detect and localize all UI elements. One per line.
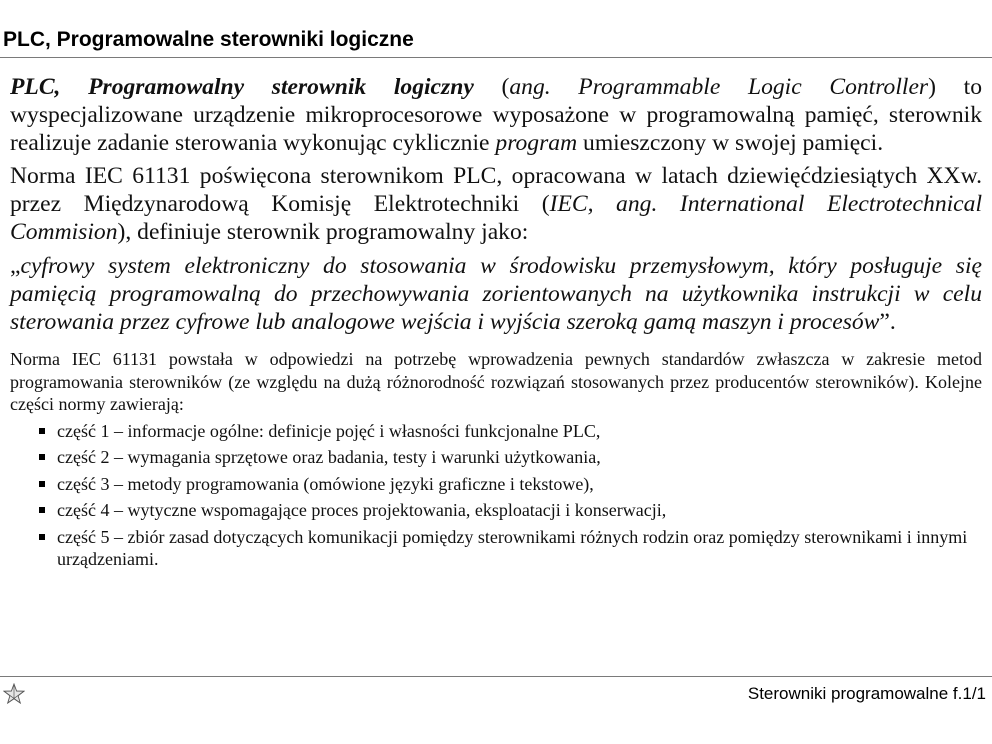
- bullet-icon: [39, 534, 45, 540]
- title-bar: [0, 0, 992, 58]
- list-item: [40, 499, 982, 522]
- definition-english-name: ang. Programmable Logic Controller: [509, 74, 929, 100]
- norm-paragraph: [10, 162, 982, 246]
- quote-open-mark: „: [10, 253, 21, 279]
- list-item: [40, 420, 982, 443]
- definition-paragraph: [10, 73, 982, 157]
- definition-open-paren: (: [473, 74, 510, 100]
- definition-close-paren: ): [928, 74, 936, 100]
- quote-close-mark: ”.: [879, 309, 896, 335]
- bullet-icon: [39, 428, 45, 434]
- norm-text-1: Norma IEC 61131 poświęcona sterownikom PLC, opracowana w latach dziewięćdziesiątych XXw. przez Międzynarodową Komisję Elektrotechniki (: [10, 163, 982, 217]
- definition-quote: [10, 252, 982, 336]
- definition-text-1: to wyspecjalizowane urządzenie mikroprocesorowe wyposażone w programowalną pamięć, sterownik realizuje zadanie sterowania wykonując cyklicznie: [10, 74, 982, 156]
- norm-iec-english: IEC, ang. International Electrotechnical Commision: [10, 191, 982, 245]
- definition-text-2: umieszczony w swojej pamięci.: [577, 130, 884, 156]
- bullet-icon: [39, 507, 45, 513]
- page-title: PLC, Programowalne sterowniki logiczne: [3, 28, 414, 51]
- list-item-text: część 4 – wytyczne wspomagające proces projektowania, eksploatacji i konserwacji,: [57, 500, 667, 520]
- bullet-icon: [39, 481, 45, 487]
- bullet-icon: [39, 454, 45, 460]
- slide-content: [10, 73, 982, 575]
- list-item: [40, 526, 982, 571]
- star-icon: [3, 683, 25, 705]
- footer-label: Sterowniki programowalne f.1/1: [747, 684, 986, 703]
- definition-term: PLC, Programowalny sterownik logiczny: [10, 74, 474, 100]
- list-item: [40, 446, 982, 469]
- norm-parts-list: [10, 420, 982, 571]
- norm-text-2: ), definiuje sterownik programowalny jako:: [117, 219, 529, 245]
- list-item-text: część 2 – wymagania sprzętowe oraz badania, testy i warunki użytkowania,: [57, 447, 601, 467]
- quote-text: cyfrowy system elektroniczny do stosowania w środowisku przemysłowym, który posługuje się pamięcią programowalną do przechowywania zorientowanych na użytkownika instrukcji w celu sterowania przez cyfrowe lub analogowe wejścia i wyjścia szeroką gamą maszyn i procesów: [10, 253, 982, 335]
- list-item-text: część 5 – zbiór zasad dotyczących komunikacji pomiędzy sterownikami różnych rodzin oraz pomiędzy sterownikami i innymi urządzeniami.: [57, 526, 968, 569]
- list-item: [40, 473, 982, 496]
- list-item-text: część 3 – metody programowania (omówione języki graficzne i tekstowe),: [57, 473, 594, 494]
- list-item-text: część 1 – informacje ogólne: definicje pojęć i własności funkcjonalne PLC,: [57, 420, 601, 441]
- definition-program-word: program: [495, 130, 578, 156]
- intro-paragraph: Norma IEC 61131 powstała w odpowiedzi na potrzebę wprowadzenia pewnych standardów zwłaszcza w zakresie metod programowania sterowników (ze względu na dużą różnorodność rozwiązań stosowanych przez producentów sterowników). Kolejne części normy zawierają:: [10, 349, 982, 414]
- footer: [0, 676, 992, 717]
